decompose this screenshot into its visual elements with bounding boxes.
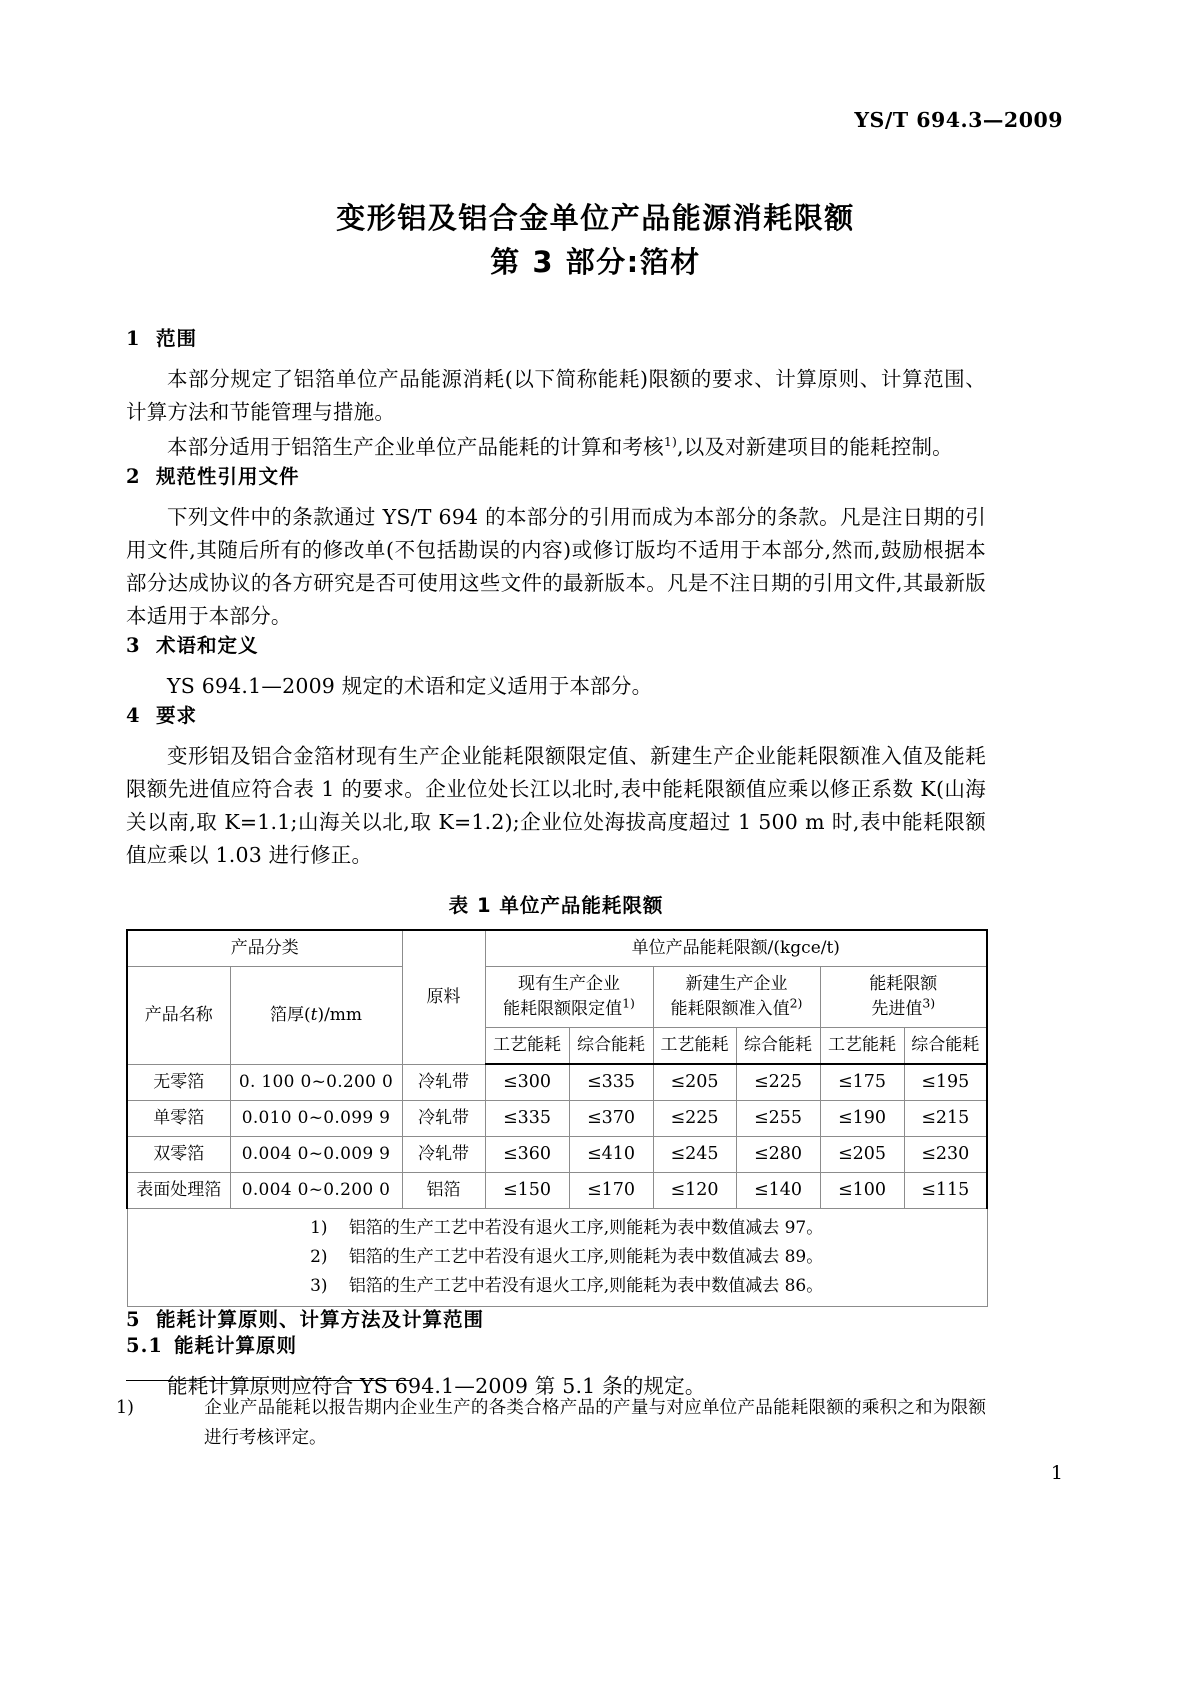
table-footnote-ref-2: 2) <box>789 995 803 1011</box>
header-product-class: 产品分类 <box>127 930 402 967</box>
header-new-enterprise <box>653 967 820 1028</box>
section-title-2: 规范性引用文件 <box>156 465 300 488</box>
document-body <box>126 326 986 1403</box>
header-existing-line-2: 能耗限额限定值 <box>503 999 623 1019</box>
table-footnote-text: 铝箔的生产工艺中若没有退火工序,则能耗为表中数值减去 97。 <box>348 1218 824 1238</box>
table-footnote-ref-3: 3) <box>922 995 936 1011</box>
header-advanced-process: 工艺能耗 <box>820 1028 904 1065</box>
cell-advanced-process: ≤175 <box>820 1064 904 1101</box>
cell-existing-process: ≤150 <box>485 1173 569 1209</box>
cell-existing-comprehensive: ≤410 <box>569 1137 653 1173</box>
section-number-1: 1 <box>126 327 141 350</box>
table-footnote-text: 铝箔的生产工艺中若没有退火工序,则能耗为表中数值减去 86。 <box>348 1276 824 1296</box>
cell-existing-comprehensive: ≤335 <box>569 1064 653 1101</box>
section-title-3: 术语和定义 <box>156 634 259 657</box>
cell-new-process: ≤205 <box>653 1064 736 1101</box>
header-new-process: 工艺能耗 <box>653 1028 736 1065</box>
cell-existing-process: ≤335 <box>485 1101 569 1137</box>
table-footnote-mark: 3) <box>310 1276 328 1296</box>
table-header-row-2 <box>127 967 987 1028</box>
section-heading-4 <box>126 703 986 729</box>
section-number-2: 2 <box>126 465 141 488</box>
cell-product-name: 无零箔 <box>127 1064 230 1101</box>
cell-existing-comprehensive: ≤370 <box>569 1101 653 1137</box>
page-footnote-mark: 1) <box>116 1398 134 1418</box>
header-new-line-1: 新建生产企业 <box>685 974 788 994</box>
section-3-paragraph-1: YS 694.1—2009 规定的术语和定义适用于本部分。 <box>167 674 653 698</box>
cell-new-process: ≤225 <box>653 1101 736 1137</box>
footnote-ref-1: 1) <box>663 434 678 450</box>
table-footnote-ref-1: 1) <box>622 995 635 1011</box>
cell-new-comprehensive: ≤225 <box>736 1064 820 1101</box>
table-row <box>127 1064 987 1101</box>
cell-new-comprehensive: ≤140 <box>736 1173 820 1209</box>
table-caption: 表 1 单位产品能耗限额 <box>448 894 664 917</box>
header-advanced-value <box>820 967 987 1028</box>
table-footnote-item <box>142 1214 985 1243</box>
table-footnotes <box>127 1209 987 1307</box>
cell-new-comprehensive: ≤255 <box>736 1101 820 1137</box>
page-footnote-block <box>116 1380 986 1453</box>
table-footnote-mark: 2) <box>310 1247 328 1267</box>
section-2-paragraph-1: 下列文件中的条款通过 YS/T 694 的本部分的引用而成为本部分的条款。凡是注日期的引用文件,其随后所有的修改单(不包括勘误的内容)或修订版均不适用于本部分,然而,鼓励根据本部分达成协议的各方研究是否可使用这些文件的最新版本。凡是不注日期的引用文件,其最新版本适用于本部分。 <box>126 505 986 628</box>
section-title-4: 要求 <box>156 704 198 727</box>
section-title-5-1: 能耗计算原则 <box>174 1334 298 1357</box>
cell-advanced-comprehensive: ≤115 <box>904 1173 987 1209</box>
cell-foil-thickness: 0.004 0~0.009 9 <box>230 1137 402 1173</box>
section-1-paragraph-1: 本部分规定了铝箔单位产品能源消耗(以下简称能耗)限额的要求、计算原则、计算范围、计算方法和节能管理与措施。 <box>126 367 986 424</box>
document-title-line-1: 变形铝及铝合金单位产品能源消耗限额 <box>336 201 855 235</box>
cell-raw-material: 冷轧带 <box>402 1137 485 1173</box>
cell-advanced-comprehensive: ≤230 <box>904 1137 987 1173</box>
header-existing-line-1: 现有生产企业 <box>518 974 620 994</box>
table-footnote-item <box>142 1272 985 1301</box>
cell-new-process: ≤120 <box>653 1173 736 1209</box>
header-existing-process: 工艺能耗 <box>485 1028 569 1065</box>
section-number-3: 3 <box>126 634 141 657</box>
cell-advanced-process: ≤205 <box>820 1137 904 1173</box>
section-number-5: 5 <box>126 1308 141 1331</box>
section-5-1-paragraph-1: 能耗计算原则应符合 YS 694.1—2009 第 5.1 条的规定。 <box>167 1374 706 1398</box>
section-4-paragraph-1: 变形铝及铝合金箔材现有生产企业能耗限额限定值、新建生产企业能耗限额准入值及能耗限额先进值应符合表 1 的要求。企业位处长江以北时,表中能耗限额值应乘以修正系数 K(山海关以南,取 K=1.1;山海关以北,取 K=1.2);企业位处海拔高度超过 1 500 m 时,表中能耗限额值应乘以 1.03 进行修正。 <box>126 744 986 867</box>
cell-advanced-comprehensive: ≤215 <box>904 1101 987 1137</box>
cell-foil-thickness: 0.004 0~0.200 0 <box>230 1173 402 1209</box>
header-existing-comprehensive: 综合能耗 <box>569 1028 653 1065</box>
section-heading-5-1 <box>126 1333 986 1359</box>
header-product-name: 产品名称 <box>127 967 230 1065</box>
cell-new-comprehensive: ≤280 <box>736 1137 820 1173</box>
header-advanced-comprehensive: 综合能耗 <box>904 1028 987 1065</box>
table-footnote-item <box>142 1243 985 1272</box>
cell-product-name: 双零箔 <box>127 1137 230 1173</box>
cell-advanced-comprehensive: ≤195 <box>904 1064 987 1101</box>
energy-limit-table <box>126 929 988 1307</box>
document-title-block <box>0 196 1191 284</box>
cell-product-name: 单零箔 <box>127 1101 230 1137</box>
table-header-row-1 <box>127 930 987 967</box>
table-row <box>127 1101 987 1137</box>
cell-raw-material: 冷轧带 <box>402 1064 485 1101</box>
cell-advanced-process: ≤190 <box>820 1101 904 1137</box>
cell-new-process: ≤245 <box>653 1137 736 1173</box>
running-header-standard-number: YS/T 694.3—2009 <box>854 108 1063 132</box>
section-heading-1 <box>126 326 986 352</box>
section-title-5: 能耗计算原则、计算方法及计算范围 <box>156 1308 485 1331</box>
header-new-comprehensive: 综合能耗 <box>736 1028 820 1065</box>
header-advanced-line-2: 先进值 <box>871 999 923 1019</box>
section-number-4: 4 <box>126 704 141 727</box>
table-footnote-text: 铝箔的生产工艺中若没有退火工序,则能耗为表中数值减去 89。 <box>348 1247 824 1267</box>
header-new-line-2: 能耗限额准入值 <box>670 999 790 1019</box>
header-existing-enterprise <box>485 967 653 1028</box>
table-row <box>127 1137 987 1173</box>
cell-foil-thickness: 0. 100 0~0.200 0 <box>230 1064 402 1101</box>
table-row <box>127 1173 987 1209</box>
section-heading-3 <box>126 633 986 659</box>
header-foil-thickness: 箔厚(t)/mm <box>230 967 402 1065</box>
table-footnote-mark: 1) <box>310 1218 328 1238</box>
header-advanced-line-1: 能耗限额 <box>869 974 938 994</box>
section-title-1: 范围 <box>156 327 198 350</box>
header-raw-material: 原料 <box>402 930 485 1064</box>
cell-existing-process: ≤360 <box>485 1137 569 1173</box>
cell-raw-material: 冷轧带 <box>402 1101 485 1137</box>
section-heading-2 <box>126 464 986 490</box>
cell-raw-material: 铝箔 <box>402 1173 485 1209</box>
cell-existing-comprehensive: ≤170 <box>569 1173 653 1209</box>
section-1-paragraph-2: 本部分适用于铝箔生产企业单位产品能耗的计算和考核$^{1)}$,以及对新建项目的能耗控制。 <box>167 434 953 459</box>
section-number-5-1: 5.1 <box>126 1334 163 1357</box>
page-number: 1 <box>1050 1462 1063 1484</box>
cell-product-name: 表面处理箔 <box>127 1173 230 1209</box>
document-title-line-2: 第 3 部分:箔材 <box>490 245 701 279</box>
page-footnote-text: 企业产品能耗以报告期内企业生产的各类合格产品的产量与对应单位产品能耗限额的乘积之和为限额进行考核评定。 <box>204 1398 986 1448</box>
cell-existing-process: ≤300 <box>485 1064 569 1101</box>
header-unit-energy-limit: 单位产品能耗限额/(kgce/t) <box>485 930 987 967</box>
footnote-separator-rule <box>126 1380 412 1381</box>
cell-advanced-process: ≤100 <box>820 1173 904 1209</box>
table-footnotes-row <box>127 1209 987 1307</box>
section-heading-5 <box>126 1307 986 1333</box>
cell-foil-thickness: 0.010 0~0.099 9 <box>230 1101 402 1137</box>
page-footnote-item <box>116 1393 986 1453</box>
